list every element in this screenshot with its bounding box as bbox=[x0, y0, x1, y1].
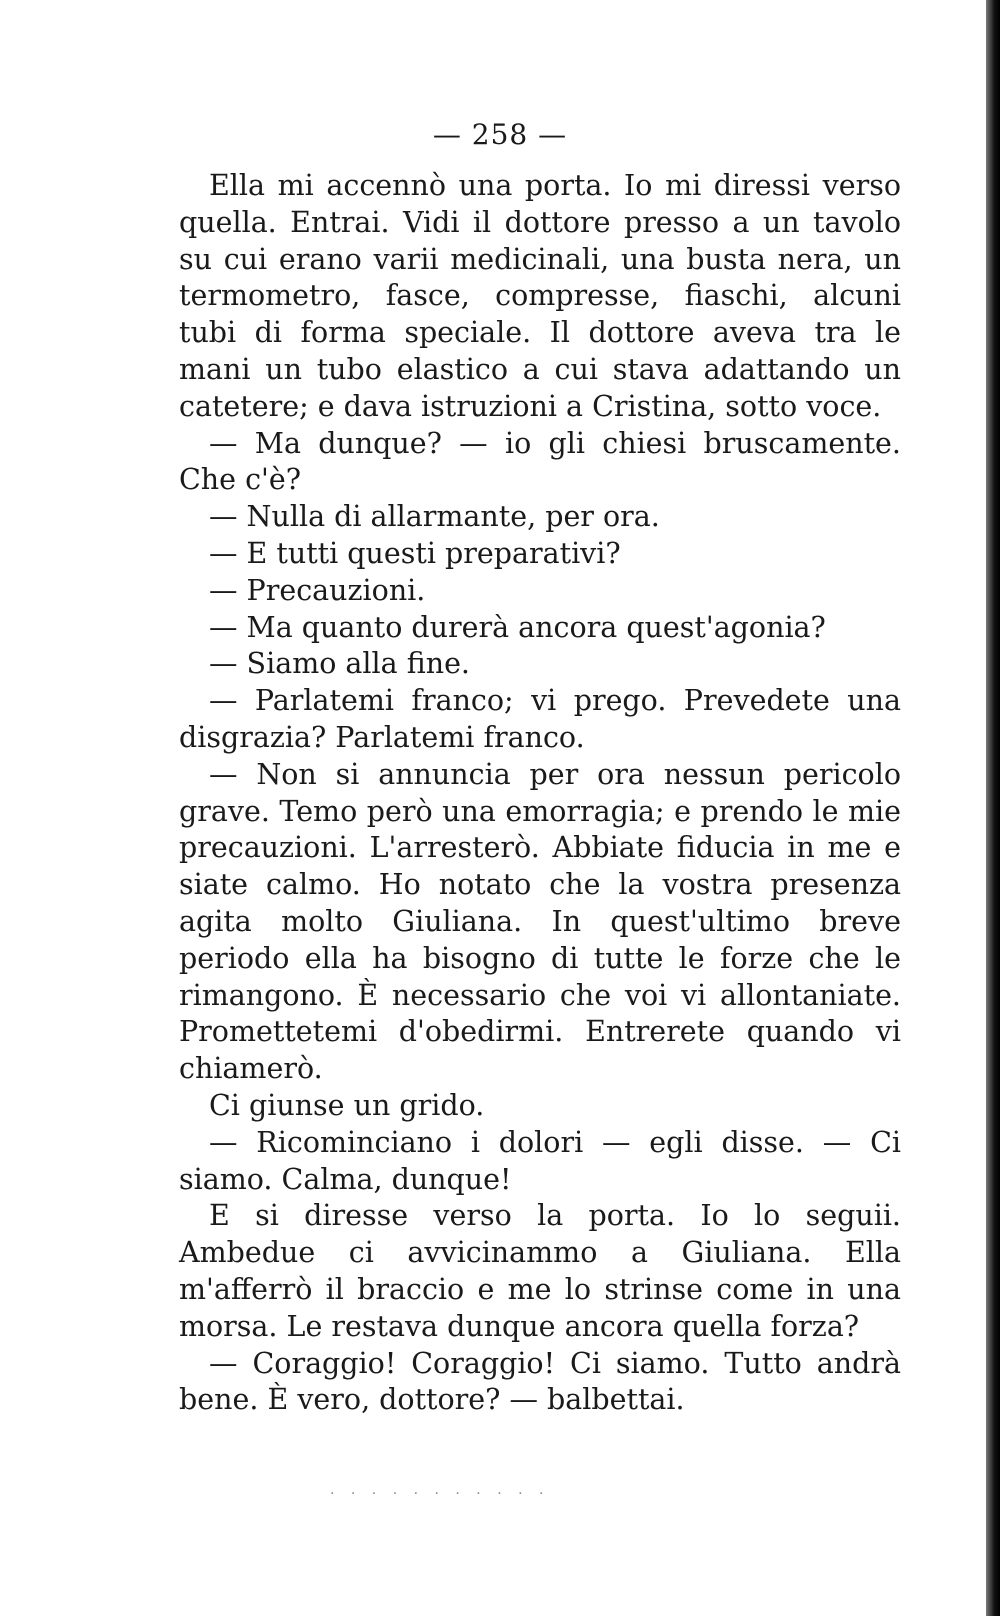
paragraph-2: — Ma dunque? — io gli chiesi bruscamente. Che c'è? bbox=[179, 426, 901, 497]
paragraph-3: — Nulla di allarmante, per ora. bbox=[209, 500, 660, 534]
paragraph-13: — Coraggio! Coraggio! Ci siamo. Tutto andrà bene. È vero, dottore? — balbettai. bbox=[179, 1346, 901, 1417]
paragraph-9: — Non si annuncia per ora nessun pericolo grave. Temo però una emorragia; e prendo le mie precauzioni. L'arresterò. Abbiate fiducia in me e siate calmo. Ho notato che la vostra presenza agita molto Giuliana. In quest'ultimo breve periodo ella ha bisogno di tutte le forze che le rimangono. È necessario che voi vi allontaniate. Promettetemi d'obedirmi. Entrerete quando vi chiamerò. bbox=[179, 757, 901, 1086]
paragraph-5: — Precauzioni. bbox=[209, 573, 426, 607]
page-number: — 258 — bbox=[432, 118, 568, 151]
paragraph-10: Ci giunse un grido. bbox=[209, 1088, 485, 1122]
paragraph-8: — Parlatemi franco; vi prego. Prevedete una disgrazia? Parlatemi franco. bbox=[179, 684, 901, 754]
scan-speckles: · · · · · · · · · · · bbox=[330, 1486, 550, 1502]
paragraph-11: — Ricominciano i dolori — egli disse. — Ci siamo. Calma, dunque! bbox=[179, 1125, 901, 1196]
paragraph-6: — Ma quanto durerà ancora quest'agonia? bbox=[209, 610, 826, 644]
paragraph-7: — Siamo alla fine. bbox=[209, 647, 470, 681]
paragraph-12: E si diresse verso la porta. Io lo seguii. Ambedue ci avvicinammo a Giuliana. Ella m'afferrò il braccio e me lo strinse come in una morsa. Le restava dunque ancora quella forza? bbox=[179, 1199, 901, 1343]
paragraph-4: — E tutti questi preparativi? bbox=[209, 536, 621, 570]
body-text bbox=[179, 168, 901, 1419]
page-edge-shadow bbox=[986, 0, 1000, 1616]
paragraph-1: Ella mi accennò una porta. Io mi diressi verso quella. Entrai. Vidi il dottore presso a un tavolo su cui erano varii medicinali, una busta nera, un termometro, fasce, compresse, fiaschi, alcuni tubi di forma speciale. Il dottore aveva tra le mani un tubo elastico a cui stava adattando un catetere; e dava istruzioni a Cristina, sotto voce. bbox=[179, 169, 901, 423]
